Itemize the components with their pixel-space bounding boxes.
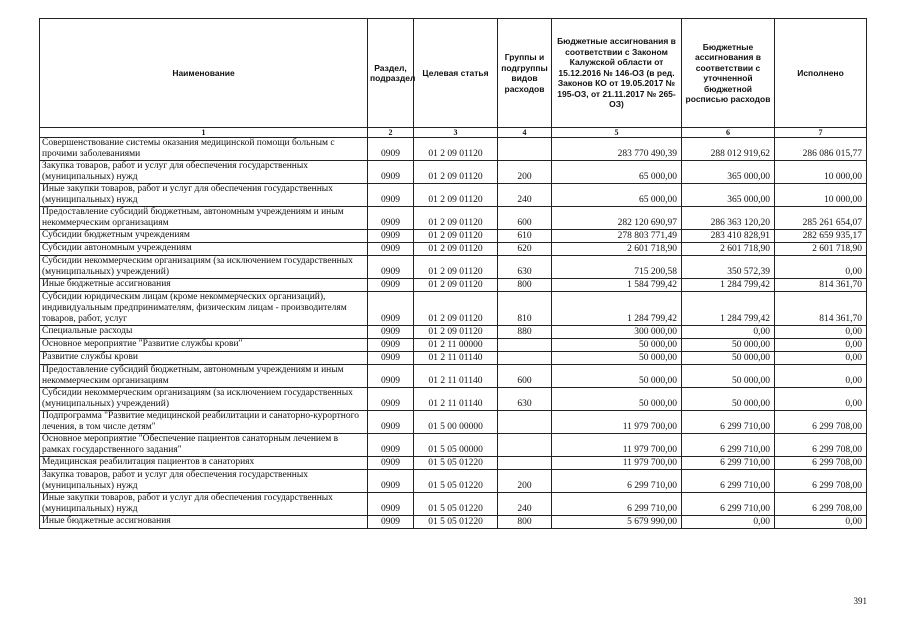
row-expense-group: 810 xyxy=(498,292,552,326)
header-name: Наименование xyxy=(40,19,368,128)
row-expense-group: 240 xyxy=(498,493,552,516)
row-name: Специальные расходы xyxy=(40,326,368,339)
header-target-article: Целевая статья xyxy=(414,19,498,128)
column-number: 1 xyxy=(40,128,368,138)
row-executed-amount: 0,00 xyxy=(775,352,867,365)
row-executed-amount: 0,00 xyxy=(775,339,867,352)
row-law-amount: 282 120 690,97 xyxy=(552,207,682,230)
row-section: 0909 xyxy=(368,457,414,470)
row-expense-group: 200 xyxy=(498,470,552,493)
row-name: Иные бюджетные ассигнования xyxy=(40,516,368,529)
row-name: Закупка товаров, работ и услуг для обеспечения государственных (муниципальных) нужд xyxy=(40,470,368,493)
column-number-row xyxy=(40,128,867,138)
row-section: 0909 xyxy=(368,279,414,292)
row-target-article: 01 2 11 01140 xyxy=(414,388,498,411)
row-target-article: 01 2 09 01120 xyxy=(414,292,498,326)
table-row xyxy=(40,279,867,292)
row-executed-amount: 814 361,70 xyxy=(775,279,867,292)
row-expense-group xyxy=(498,457,552,470)
table-row xyxy=(40,365,867,388)
row-executed-amount: 286 086 015,77 xyxy=(775,138,867,161)
row-expense-group: 800 xyxy=(498,516,552,529)
column-number: 4 xyxy=(498,128,552,138)
table-row xyxy=(40,388,867,411)
row-law-amount: 5 679 990,00 xyxy=(552,516,682,529)
row-expense-group: 600 xyxy=(498,207,552,230)
row-name: Основное мероприятие "Развитие службы крови" xyxy=(40,339,368,352)
table-row xyxy=(40,184,867,207)
row-law-amount: 50 000,00 xyxy=(552,352,682,365)
row-target-article: 01 2 09 01120 xyxy=(414,207,498,230)
row-law-amount: 11 979 700,00 xyxy=(552,411,682,434)
row-name: Субсидии юридическим лицам (кроме некоммерческих организаций), индивидуальным предпринимателям, физическим лицам - производителям товаров, работ, услуг xyxy=(40,292,368,326)
row-roster-amount: 288 012 919,62 xyxy=(682,138,775,161)
row-expense-group: 200 xyxy=(498,161,552,184)
row-roster-amount: 50 000,00 xyxy=(682,365,775,388)
row-name: Иные бюджетные ассигнования xyxy=(40,279,368,292)
row-target-article: 01 2 09 01120 xyxy=(414,243,498,256)
row-law-amount: 278 803 771,49 xyxy=(552,230,682,243)
row-law-amount: 11 979 700,00 xyxy=(552,434,682,457)
row-law-amount: 65 000,00 xyxy=(552,161,682,184)
row-section: 0909 xyxy=(368,161,414,184)
table-row xyxy=(40,256,867,279)
row-name: Подпрограмма "Развитие медицинской реабилитации и санаторно-курортного лечения, в том числе детям" xyxy=(40,411,368,434)
table-row xyxy=(40,230,867,243)
row-section: 0909 xyxy=(368,388,414,411)
row-expense-group: 610 xyxy=(498,230,552,243)
row-law-amount: 50 000,00 xyxy=(552,388,682,411)
row-target-article: 01 5 00 00000 xyxy=(414,411,498,434)
row-target-article: 01 5 05 01220 xyxy=(414,493,498,516)
row-roster-amount: 50 000,00 xyxy=(682,388,775,411)
row-executed-amount: 285 261 654,07 xyxy=(775,207,867,230)
table-row xyxy=(40,516,867,529)
row-section: 0909 xyxy=(368,184,414,207)
row-expense-group: 880 xyxy=(498,326,552,339)
row-expense-group: 620 xyxy=(498,243,552,256)
row-law-amount: 2 601 718,90 xyxy=(552,243,682,256)
row-law-amount: 50 000,00 xyxy=(552,365,682,388)
row-name: Предоставление субсидий бюджетным, автономным учреждениям и иным некоммерческим организациям xyxy=(40,365,368,388)
row-expense-group: 630 xyxy=(498,256,552,279)
row-expense-group: 800 xyxy=(498,279,552,292)
row-section: 0909 xyxy=(368,243,414,256)
row-target-article: 01 2 09 01120 xyxy=(414,184,498,207)
budget-table xyxy=(39,18,867,529)
row-target-article: 01 5 05 01220 xyxy=(414,516,498,529)
row-section: 0909 xyxy=(368,352,414,365)
row-roster-amount: 1 284 799,42 xyxy=(682,292,775,326)
row-name: Иные закупки товаров, работ и услуг для обеспечения государственных (муниципальных) нужд xyxy=(40,184,368,207)
row-section: 0909 xyxy=(368,230,414,243)
page-number: 391 xyxy=(853,596,867,606)
row-section: 0909 xyxy=(368,470,414,493)
row-executed-amount: 10 000,00 xyxy=(775,184,867,207)
row-law-amount: 6 299 710,00 xyxy=(552,470,682,493)
header-row xyxy=(40,19,867,128)
row-executed-amount: 6 299 708,00 xyxy=(775,470,867,493)
table-body xyxy=(40,138,867,529)
row-roster-amount: 0,00 xyxy=(682,516,775,529)
row-executed-amount: 282 659 935,17 xyxy=(775,230,867,243)
column-number: 2 xyxy=(368,128,414,138)
table-row xyxy=(40,434,867,457)
row-name: Медицинская реабилитация пациентов в санаториях xyxy=(40,457,368,470)
row-name: Субсидии автономным учреждениям xyxy=(40,243,368,256)
table-row xyxy=(40,457,867,470)
row-expense-group xyxy=(498,411,552,434)
row-roster-amount: 6 299 710,00 xyxy=(682,493,775,516)
header-executed: Исполнено xyxy=(775,19,867,128)
table-row xyxy=(40,326,867,339)
row-law-amount: 300 000,00 xyxy=(552,326,682,339)
row-target-article: 01 2 11 00000 xyxy=(414,339,498,352)
header-roster-allocations: Бюджетные ассигнования в соответствии с уточненной бюджетной росписью расходов xyxy=(682,19,775,128)
row-target-article: 01 2 09 01120 xyxy=(414,279,498,292)
row-executed-amount: 6 299 708,00 xyxy=(775,457,867,470)
row-roster-amount: 1 284 799,42 xyxy=(682,279,775,292)
row-roster-amount: 283 410 828,91 xyxy=(682,230,775,243)
row-section: 0909 xyxy=(368,256,414,279)
row-name: Основное мероприятие "Обеспечение пациентов санаторным лечением в рамках государственного задания" xyxy=(40,434,368,457)
row-executed-amount: 0,00 xyxy=(775,326,867,339)
header-section: Раздел, подраздел xyxy=(368,19,414,128)
column-number: 3 xyxy=(414,128,498,138)
table-row xyxy=(40,470,867,493)
table-row xyxy=(40,243,867,256)
row-name: Развитие службы крови xyxy=(40,352,368,365)
row-name: Совершенствование системы оказания медицинской помощи больным с прочими заболеваниями xyxy=(40,138,368,161)
row-target-article: 01 2 09 01120 xyxy=(414,161,498,184)
table-row xyxy=(40,161,867,184)
table-row xyxy=(40,138,867,161)
row-expense-group xyxy=(498,339,552,352)
row-name: Субсидии некоммерческим организациям (за исключением государственных (муниципальных) учреждений) xyxy=(40,256,368,279)
budget-table-sheet xyxy=(39,18,866,529)
row-roster-amount: 6 299 710,00 xyxy=(682,434,775,457)
row-section: 0909 xyxy=(368,339,414,352)
row-law-amount: 1 584 799,42 xyxy=(552,279,682,292)
row-name: Иные закупки товаров, работ и услуг для обеспечения государственных (муниципальных) нужд xyxy=(40,493,368,516)
row-roster-amount: 365 000,00 xyxy=(682,184,775,207)
row-law-amount: 715 200,58 xyxy=(552,256,682,279)
table-row xyxy=(40,292,867,326)
table-row xyxy=(40,207,867,230)
row-law-amount: 11 979 700,00 xyxy=(552,457,682,470)
row-section: 0909 xyxy=(368,207,414,230)
row-expense-group: 600 xyxy=(498,365,552,388)
row-target-article: 01 2 09 01120 xyxy=(414,326,498,339)
column-number: 6 xyxy=(682,128,775,138)
row-section: 0909 xyxy=(368,292,414,326)
row-section: 0909 xyxy=(368,138,414,161)
row-law-amount: 283 770 490,39 xyxy=(552,138,682,161)
row-name: Предоставление субсидий бюджетным, автономным учреждениям и иным некоммерческим организациям xyxy=(40,207,368,230)
row-name: Субсидии бюджетным учреждениям xyxy=(40,230,368,243)
column-number: 5 xyxy=(552,128,682,138)
row-section: 0909 xyxy=(368,493,414,516)
row-law-amount: 50 000,00 xyxy=(552,339,682,352)
row-roster-amount: 50 000,00 xyxy=(682,339,775,352)
row-roster-amount: 350 572,39 xyxy=(682,256,775,279)
row-roster-amount: 50 000,00 xyxy=(682,352,775,365)
row-section: 0909 xyxy=(368,365,414,388)
row-target-article: 01 2 09 01120 xyxy=(414,256,498,279)
table-row xyxy=(40,352,867,365)
row-roster-amount: 0,00 xyxy=(682,326,775,339)
row-section: 0909 xyxy=(368,411,414,434)
row-target-article: 01 5 05 01220 xyxy=(414,457,498,470)
row-roster-amount: 6 299 710,00 xyxy=(682,470,775,493)
header-expense-group: Группы и подгруппы видов расходов xyxy=(498,19,552,128)
row-executed-amount: 0,00 xyxy=(775,256,867,279)
row-law-amount: 6 299 710,00 xyxy=(552,493,682,516)
row-roster-amount: 286 363 120,20 xyxy=(682,207,775,230)
row-name: Субсидии некоммерческим организациям (за исключением государственных (муниципальных) учреждений) xyxy=(40,388,368,411)
row-executed-amount: 10 000,00 xyxy=(775,161,867,184)
row-roster-amount: 365 000,00 xyxy=(682,161,775,184)
table-row xyxy=(40,411,867,434)
row-target-article: 01 2 09 01120 xyxy=(414,138,498,161)
row-target-article: 01 2 11 01140 xyxy=(414,365,498,388)
row-section: 0909 xyxy=(368,434,414,457)
row-law-amount: 65 000,00 xyxy=(552,184,682,207)
row-target-article: 01 5 05 01220 xyxy=(414,470,498,493)
row-section: 0909 xyxy=(368,516,414,529)
row-executed-amount: 2 601 718,90 xyxy=(775,243,867,256)
row-expense-group xyxy=(498,434,552,457)
row-executed-amount: 0,00 xyxy=(775,516,867,529)
header-law-allocations: Бюджетные ассигнования в соответствии с Законом Калужской области от 15.12.2016 № 146-ОЗ (в ред. Законов КО от 19.05.2017 № 195-ОЗ, от 21.11.2017 № 265-ОЗ) xyxy=(552,19,682,128)
row-expense-group: 240 xyxy=(498,184,552,207)
table-row xyxy=(40,339,867,352)
row-executed-amount: 0,00 xyxy=(775,388,867,411)
row-expense-group xyxy=(498,352,552,365)
row-executed-amount: 814 361,70 xyxy=(775,292,867,326)
row-executed-amount: 6 299 708,00 xyxy=(775,493,867,516)
row-executed-amount: 6 299 708,00 xyxy=(775,411,867,434)
row-name: Закупка товаров, работ и услуг для обеспечения государственных (муниципальных) нужд xyxy=(40,161,368,184)
row-law-amount: 1 284 799,42 xyxy=(552,292,682,326)
row-target-article: 01 2 09 01120 xyxy=(414,230,498,243)
row-executed-amount: 0,00 xyxy=(775,365,867,388)
row-expense-group xyxy=(498,138,552,161)
column-number: 7 xyxy=(775,128,867,138)
row-roster-amount: 2 601 718,90 xyxy=(682,243,775,256)
row-target-article: 01 5 05 00000 xyxy=(414,434,498,457)
row-target-article: 01 2 11 01140 xyxy=(414,352,498,365)
row-expense-group: 630 xyxy=(498,388,552,411)
row-roster-amount: 6 299 710,00 xyxy=(682,457,775,470)
table-row xyxy=(40,493,867,516)
row-section: 0909 xyxy=(368,326,414,339)
row-roster-amount: 6 299 710,00 xyxy=(682,411,775,434)
row-executed-amount: 6 299 708,00 xyxy=(775,434,867,457)
